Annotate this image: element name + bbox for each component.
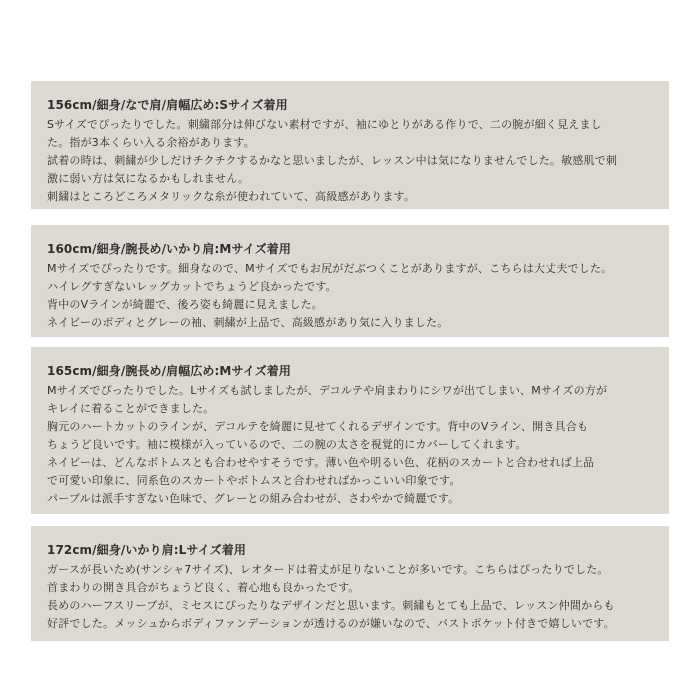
review-title: 172cm/細身/いかり肩:Lサイズ着用 xyxy=(47,543,246,557)
review-body xyxy=(47,116,653,206)
review-line: 好評でした。メッシュからボディファンデーションが透けるのが嫌いなので、バストポケット付きで嬉しいです。 xyxy=(47,617,615,630)
review-line: Mサイズでぴったりでした。Lサイズも試しましたが、デコルテや肩まわりにシワが出てしまい、Mサイズの方が xyxy=(47,384,608,397)
review-line: ネイビーのボディとグレーの袖、刺繍が上品で、高級感があり気に入りました。 xyxy=(47,316,449,329)
review-body xyxy=(47,260,653,332)
review-line: Sサイズでぴったりでした。刺繍部分は伸びない素材ですが、袖にゆとりがある作りで、二の腕が細く見えまし xyxy=(47,118,602,131)
review-line: ちょうど良いです。袖に模様が入っているので、二の腕の太さを視覚的にカバーしてくれます。 xyxy=(47,438,527,451)
review-body xyxy=(47,561,653,633)
review-card-172cm xyxy=(31,526,669,641)
review-card-156cm xyxy=(31,81,669,209)
review-line: ハイレグすぎないレッグカットでちょうど良かったです。 xyxy=(47,280,337,293)
review-line: で可愛い印象に、同系色のスカートやボトムスと合わせればかっこいい印象です。 xyxy=(47,474,461,487)
review-line: パープルは派手すぎない色味で、グレーとの組み合わせが、さわやかで綺麗です。 xyxy=(47,492,460,505)
review-line: 試着の時は、刺繍が少しだけチクチクするかなと思いましたが、レッスン中は気になりませんでした。敏感肌で刺 xyxy=(47,154,618,167)
review-line: キレイに着ることができました。 xyxy=(47,402,215,415)
review-line: 胸元のハートカットのラインが、デコルテを綺麗に見せてくれるデザインです。背中のVライン、開き具合も xyxy=(47,420,589,433)
review-line: ネイビーは、どんなボトムスとも合わせやすそうです。薄い色や明るい色、花柄のスカートと合わせれば上品 xyxy=(47,456,595,469)
review-title: 160cm/細身/腕長め/いかり肩:Mサイズ着用 xyxy=(47,242,291,256)
review-line: ガースが長いため(サンシャ7サイズ)、レオタードは着丈が足りないことが多いです。こちらはぴったりでした。 xyxy=(47,563,609,576)
review-line: 刺繍はところどころメタリックな糸が使われていて、高級感があります。 xyxy=(47,190,416,203)
review-line: 長めのハーフスリーブが、ミセスにぴったりなデザインだと思います。刺繍もとても上品で、レッスン仲間からも xyxy=(47,599,615,612)
review-title: 165cm/細身/腕長め/肩幅広め:Mサイズ着用 xyxy=(47,364,291,378)
review-line: 首まわりの開き具合がちょうど良く、着心地も良かったです。 xyxy=(47,581,360,594)
review-title: 156cm/細身/なで肩/肩幅広め:Sサイズ着用 xyxy=(47,98,288,112)
review-line: 激に弱い方は気になるかもしれません。 xyxy=(47,172,250,185)
review-card-160cm xyxy=(31,225,669,337)
review-line: Mサイズでぴったりです。細身なので、Mサイズでもお尻がだぶつくことがありますが、こちらは大丈夫でした。 xyxy=(47,262,613,275)
review-line: た。指が3本くらい入る余裕があります。 xyxy=(47,136,255,149)
review-card-165cm xyxy=(31,347,669,514)
review-body xyxy=(47,382,653,508)
review-line: 背中のVラインが綺麗で、後ろ姿も綺麗に見えました。 xyxy=(47,298,323,311)
